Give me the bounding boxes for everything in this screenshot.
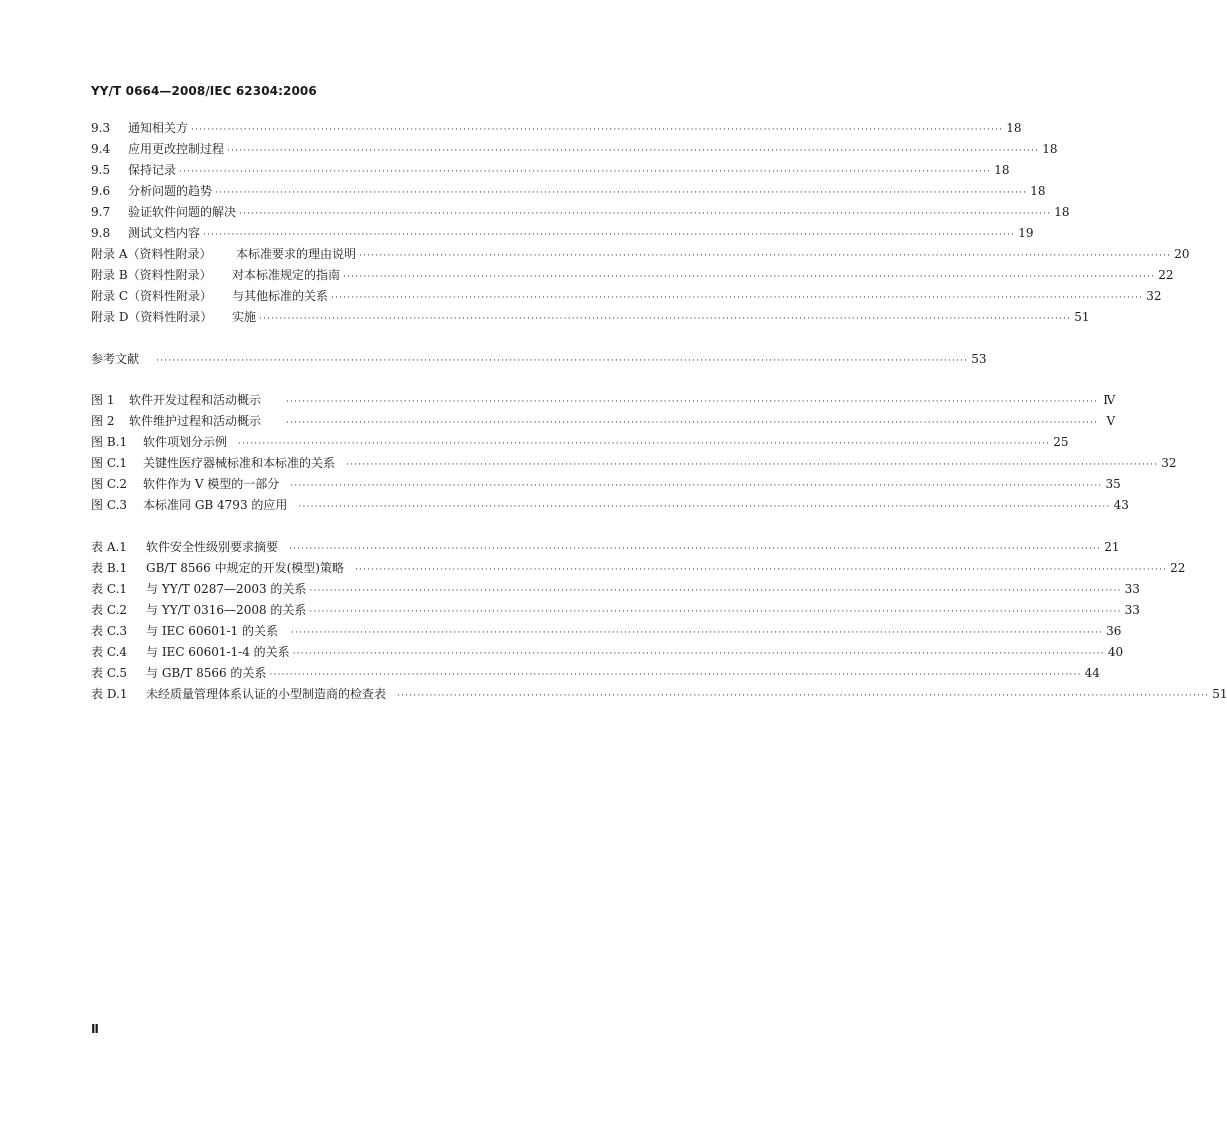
toc-entry[interactable] [91,474,1121,495]
toc-entry-number: 表 C.3 [91,624,128,638]
toc-entry-page: Ⅳ [1103,393,1116,407]
toc-entry-number: 9.3 [91,121,111,135]
toc-entry[interactable] [91,160,1010,181]
toc-entry-number: 图 C.2 [91,477,128,491]
toc-entry-number: 图 C.1 [91,456,128,470]
toc-entry-number: 图 C.3 [91,498,128,512]
document-code-header: YY/T 0664—2008/IEC 62304:2006 [91,84,317,98]
toc-entry-number: 图 2 [91,414,115,428]
toc-leader-dots: ········································································································································································································ [291,628,1104,638]
toc-leader-dots: ········································································································································································································ [203,230,1016,240]
toc-bibliography [91,349,987,370]
toc-leader-dots: ········································································································································································································ [179,167,992,177]
toc-entry-title: 实施 [232,310,257,324]
toc-leader-dots: ········································································································································································································ [215,188,1028,198]
toc-entry-number: 图 B.1 [91,435,128,449]
toc-leader-dots: ········································································································································································································ [290,481,1103,491]
toc-entry-number: 附录 C（资料性附录） [91,289,212,303]
toc-entry[interactable] [91,537,1120,558]
toc-leader-dots: ········································································································································································································ [259,314,1072,324]
toc-entry-number: 9.8 [91,226,111,240]
toc-leader-dots: ········································································································································································································ [239,209,1052,219]
toc-entry-page: Ⅴ [1106,414,1116,428]
toc-entry-number: 附录 B（资料性附录） [91,268,212,282]
toc-entry-page: 18 [1006,121,1022,135]
toc-entry-page: 43 [1113,498,1129,512]
toc-entry-page: 44 [1084,666,1100,680]
toc-entry[interactable] [91,244,1190,265]
toc-leader-dots: ········································································································································································································ [309,607,1122,617]
toc-figures [91,390,1177,516]
toc-leader-dots: ········································································································································································································ [286,397,1099,407]
toc-entry-title: 本标准要求的理由说明 [236,247,357,261]
toc-entry-page: 40 [1107,645,1124,659]
toc-entry-page: 51 [1212,687,1227,701]
toc-leader-dots: ········································································································································································································ [292,649,1105,659]
toc-entry-title: 与 YY/T 0287—2003 的关系 [146,582,307,596]
toc-entry-page: 51 [1074,310,1090,324]
toc-entry-number: 表 C.4 [91,645,128,659]
toc-entry-title: 软件项划分示例 [143,435,228,449]
toc-entry-title: 与 GB/T 8566 的关系 [146,666,267,680]
toc-leader-dots: ········································································································································································································ [227,146,1040,156]
toc-entry-title: 应用更改控制过程 [128,142,225,156]
toc-leader-dots: ········································································································································································································ [331,293,1144,303]
toc-entry-title: 未经质量管理体系认证的小型制造商的检查表 [146,687,387,701]
toc-entry-title: 软件开发过程和活动概示 [129,393,262,407]
toc-entry-page: 32 [1146,289,1162,303]
toc-entry-page: 25 [1053,435,1069,449]
toc-leader-dots: ········································································································································································································ [191,125,1004,135]
toc-entry-title: 本标准同 GB 4793 的应用 [143,498,288,512]
toc-entry-number: 附录 D（资料性附录） [91,310,213,324]
toc-entry-number: 9.5 [91,163,111,177]
toc-entry[interactable] [91,432,1069,453]
toc-leader-dots: ········································································································································································································ [298,502,1111,512]
toc-entry-title: 测试文档内容 [128,226,201,240]
toc-entry-number: 图 1 [91,393,115,407]
toc-leader-dots: ········································································································································································································ [397,691,1210,701]
toc-entry[interactable] [91,684,1227,705]
toc-entry-number: 表 C.5 [91,666,128,680]
toc-entry-number: 附录 A（资料性附录） [91,247,212,261]
toc-entry-title: 与其他标准的关系 [232,289,329,303]
toc-entry-page: 53 [971,352,987,366]
toc-entry-number: 表 B.1 [91,561,128,575]
toc-entry-page: 19 [1018,226,1034,240]
toc-leader-dots: ········································································································································································································ [286,418,1099,428]
toc-entry-title: 软件作为 V 模型的一部分 [143,477,280,491]
toc-entry[interactable] [91,286,1162,307]
toc-leader-dots: ········································································································································································································ [289,544,1102,554]
toc-entry[interactable] [91,621,1122,642]
toc-entry-page: 22 [1170,561,1186,575]
toc-entry[interactable] [91,558,1186,579]
toc-entry-page: 33 [1124,582,1140,596]
toc-entry-page: 18 [1054,205,1070,219]
toc-entry-title: 通知相关方 [128,121,189,135]
toc-entry-title: 与 IEC 60601-1-4 的关系 [146,645,290,659]
toc-entry-title: 对本标准规定的指南 [232,268,341,282]
toc-entry[interactable] [91,390,1116,411]
toc-entry-page: 18 [994,163,1010,177]
toc-entry-title: 保持记录 [128,163,177,177]
toc-entry-title: 软件安全性级别要求摘要 [146,540,279,554]
toc-entry[interactable] [91,579,1140,600]
toc-entry[interactable] [91,139,1058,160]
toc-entry-title: 与 YY/T 0316—2008 的关系 [146,603,307,617]
toc-entry-page: 18 [1042,142,1058,156]
toc-entry-title: 软件维护过程和活动概示 [129,414,262,428]
toc-entry[interactable] [91,223,1034,244]
toc-entry-number: 9.6 [91,184,111,198]
toc-entry[interactable] [91,118,1022,139]
toc-entry-number: 9.7 [91,205,111,219]
toc-entry-page: 33 [1124,603,1140,617]
toc-entry-title: 参考文献 [91,352,140,366]
toc-entry[interactable] [91,181,1046,202]
toc-entry-number: 表 A.1 [91,540,127,554]
toc-tables [91,537,1227,705]
toc-leader-dots: ········································································································································································································ [343,272,1156,282]
toc-leader-dots: ········································································································································································································ [238,439,1051,449]
toc-leader-dots: ········································································································································································································ [269,670,1082,680]
toc-entry-number: 9.4 [91,142,111,156]
toc-leader-dots: ········································································································································································································ [346,460,1159,470]
toc-entry-page: 18 [1030,184,1046,198]
toc-entry[interactable] [91,600,1140,621]
toc-entry-title: 验证软件问题的解决 [128,205,237,219]
toc-entry-title: 与 IEC 60601-1 的关系 [146,624,278,638]
toc-entry-page: 21 [1104,540,1120,554]
toc-entry[interactable] [91,349,987,370]
toc-entry[interactable] [91,642,1124,663]
toc-entry-page: 32 [1161,456,1177,470]
toc-entry-number: 表 D.1 [91,687,128,701]
toc-leader-dots: ········································································································································································································ [156,356,969,366]
toc-entry-page: 36 [1106,624,1122,638]
toc-leader-dots: ········································································································································································································ [359,251,1172,261]
toc-entry[interactable] [91,202,1070,223]
page-number: Ⅱ [91,1022,99,1036]
toc-entry[interactable] [91,307,1090,328]
toc-entry[interactable] [91,453,1177,474]
toc-entry-title: 关键性医疗器械标准和本标准的关系 [143,456,336,470]
toc-entry[interactable] [91,495,1129,516]
toc-entry[interactable] [91,663,1100,684]
toc-entry-number: 表 C.2 [91,603,128,617]
toc-entry[interactable] [91,265,1174,286]
toc-entry-title: 分析问题的趋势 [128,184,213,198]
toc-sections [91,118,1190,328]
toc-entry-page: 35 [1105,477,1121,491]
toc-leader-dots: ········································································································································································································ [309,586,1122,596]
toc-entry-number: 表 C.1 [91,582,128,596]
toc-leader-dots: ········································································································································································································ [354,565,1168,575]
toc-entry-page: 20 [1174,247,1190,261]
toc-entry[interactable] [91,411,1116,432]
toc-entry-page: 22 [1158,268,1174,282]
toc-entry-title: GB/T 8566 中规定的开发(模型)策略 [146,561,344,575]
